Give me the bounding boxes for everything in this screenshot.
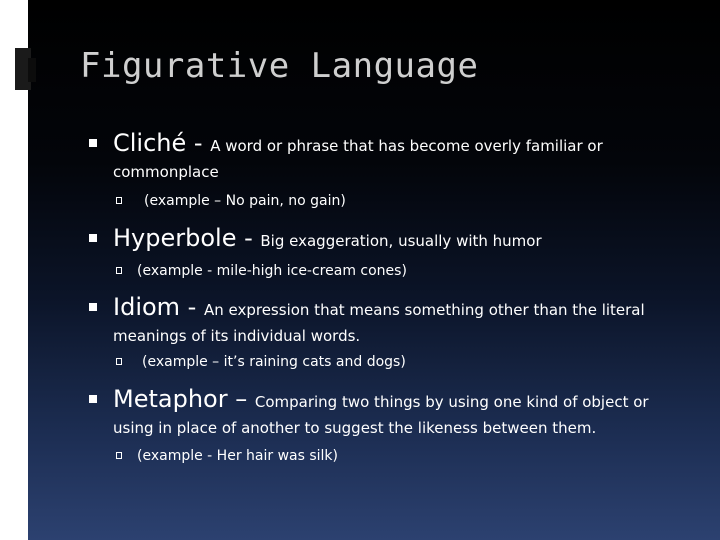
square-bullet-icon <box>89 303 97 311</box>
example-text-idiom: (example – it’s raining cats and dogs) <box>142 354 406 370</box>
bullet-item-metaphor <box>113 386 683 441</box>
term-separator: – <box>227 385 255 413</box>
bullet-item-idiom <box>113 294 683 349</box>
hollow-square-bullet-icon <box>116 267 122 274</box>
definition-metaphor: Comparing two things by using one kind of object or using in place of another to suggest the likeness between them. <box>113 393 649 437</box>
hollow-square-bullet-icon <box>116 197 122 204</box>
bullet-item-hyperbole <box>113 225 683 254</box>
square-bullet-icon <box>89 139 97 147</box>
definition-idiom: An expression that means something other than the literal meanings of its individual words. <box>113 301 645 345</box>
square-bullet-icon <box>89 234 97 242</box>
example-hyperbole <box>137 262 407 280</box>
example-idiom <box>142 353 406 371</box>
example-text-cliche: (example – No pain, no gain) <box>144 193 346 209</box>
definition-cliche: A word or phrase that has become overly familiar or commonplace <box>113 137 603 181</box>
term-metaphor: Metaphor <box>113 385 228 413</box>
square-bullet-icon <box>89 395 97 403</box>
example-metaphor <box>137 447 338 465</box>
term-separator: - <box>180 293 204 321</box>
hollow-square-bullet-icon <box>116 358 122 365</box>
slide-title: Figurative Language <box>80 46 479 86</box>
hollow-square-bullet-icon <box>116 452 122 459</box>
example-text-metaphor: (example - Her hair was silk) <box>137 448 338 464</box>
bullet-item-cliche <box>113 130 683 185</box>
term-separator: - <box>186 129 211 157</box>
term-idiom: Idiom <box>113 293 181 321</box>
example-cliche <box>144 192 346 210</box>
definition-hyperbole: Big exaggeration, usually with humor <box>260 232 542 250</box>
example-text-hyperbole: (example - mile-high ice-cream cones) <box>137 263 407 279</box>
term-hyperbole: Hyperbole <box>113 224 237 252</box>
term-cliche: Cliché <box>113 129 187 157</box>
term-separator: - <box>236 224 261 252</box>
